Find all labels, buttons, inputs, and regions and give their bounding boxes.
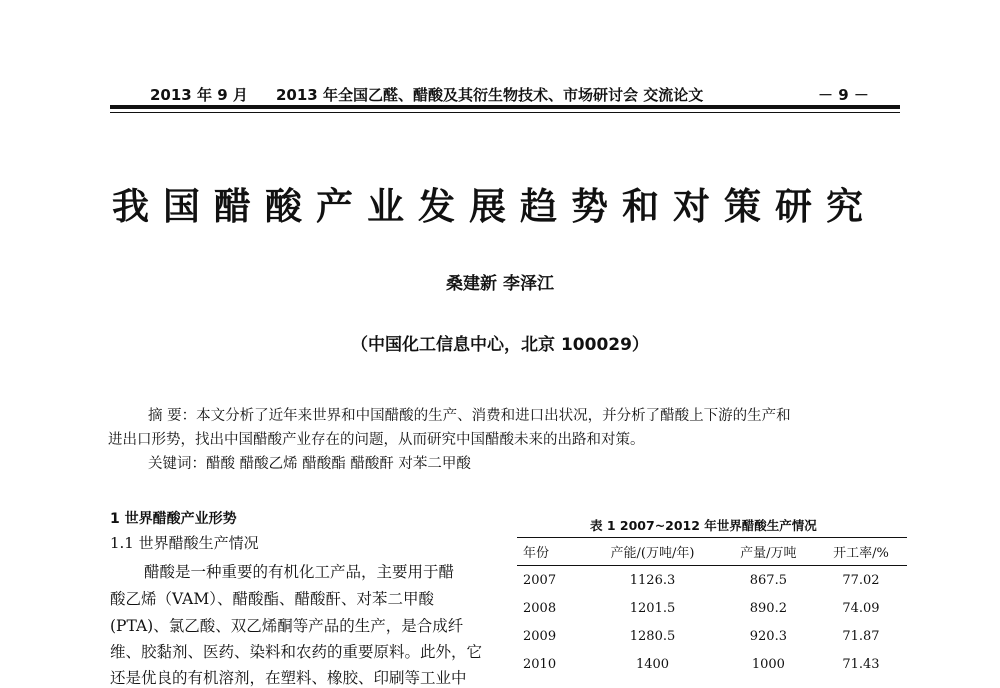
table-row [517, 594, 907, 622]
cell-utilization: 74.09 [842, 600, 880, 616]
production-table [517, 537, 907, 678]
body-line-3: (PTA)、氯乙酸、双乙烯酮等产品的生产，是合成纤 [110, 617, 464, 635]
table-row [517, 650, 907, 678]
paper-title: 我国醋酸产业发展趋势和对策研究 [112, 184, 877, 228]
cell-output: 1000 [751, 656, 785, 672]
table-row [517, 566, 907, 595]
table-header-row [517, 538, 907, 566]
header-date: 2013 年 9 月 [150, 86, 248, 104]
cell-output: 920.3 [749, 628, 787, 644]
subsection-heading: 1.1 世界醋酸生产情况 [110, 534, 259, 552]
header-page-number: － 9 － [818, 86, 869, 104]
keywords: 关键词：醋酸 醋酸乙烯 醋酸酯 醋酸酐 对苯二甲酸 [148, 456, 471, 472]
body-line-5: 还是优良的有机溶剂，在塑料、橡胶、印刷等工业中 [110, 669, 467, 687]
cell-capacity: 1280.5 [629, 628, 676, 644]
body-line-4: 维、胶黏剂、医药、染料和农药的重要原料。此外，它 [110, 643, 483, 661]
col-capacity: 产能/(万吨/年) [583, 538, 722, 566]
cell-year: 2009 [523, 628, 557, 644]
cell-capacity: 1400 [635, 656, 670, 672]
abstract-line-2: 进出口形势，找出中国醋酸产业存在的问题，从而研究中国醋酸未来的出路和对策。 [108, 432, 645, 448]
cell-utilization: 71.87 [842, 628, 880, 644]
affiliation: （中国化工信息中心，北京 100029） [351, 335, 649, 355]
cell-output: 890.2 [749, 600, 787, 616]
body-line-1: 醋酸是一种重要的有机化工产品，主要用于醋 [144, 563, 455, 581]
table-row [517, 622, 907, 650]
abstract-line-1: 摘 要：本文分析了近年来世界和中国醋酸的生产、消费和进口出状况，并分析了醋酸上下游的生产和 [148, 408, 791, 424]
col-output: 产量/万吨 [722, 538, 815, 566]
cell-capacity: 1201.5 [629, 600, 676, 616]
cell-utilization: 71.43 [842, 656, 880, 672]
authors: 桑建新 李泽江 [446, 274, 554, 294]
cell-capacity: 1126.3 [629, 572, 676, 588]
body-line-2: 酸乙烯（VAM）、醋酸酯、醋酸酐、对苯二甲酸 [110, 590, 434, 608]
cell-output: 867.5 [749, 572, 787, 588]
section-heading: 1 世界醋酸产业形势 [110, 511, 237, 527]
cell-year: 2008 [523, 600, 557, 616]
cell-utilization: 77.02 [842, 572, 880, 588]
header-rule-thin [110, 112, 900, 113]
header-rule-thick [110, 105, 900, 109]
cell-year: 2007 [523, 572, 557, 588]
cell-year: 2010 [523, 656, 557, 672]
col-utilization: 开工率/% [815, 538, 907, 566]
table-caption: 表 1 2007~2012 年世界醋酸生产情况 [590, 518, 817, 533]
col-year: 年份 [517, 538, 583, 566]
header-conference: 2013 年全国乙醛、醋酸及其衍生物技术、市场研讨会 交流论文 [276, 86, 704, 104]
